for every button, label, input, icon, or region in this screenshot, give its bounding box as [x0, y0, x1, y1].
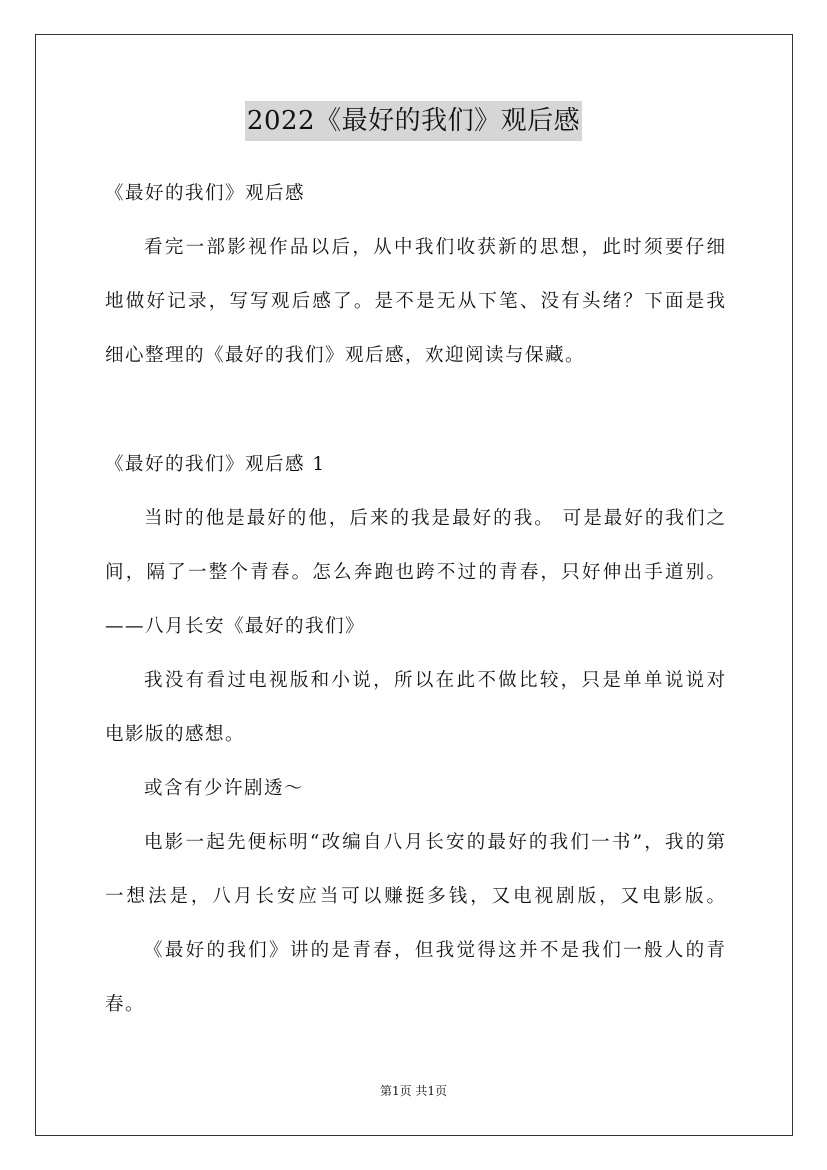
paragraph-line: 细心整理的《最好的我们》观后感，欢迎阅读与保藏。 [105, 345, 586, 366]
paragraph-line: 《最好的我们》讲的是青春，但我觉得这并不是我们一般人的青 [144, 940, 725, 961]
paragraph-line: 或含有少许剧透～ [144, 778, 305, 799]
paragraph-line: 我没有看过电视版和小说，所以在此不做比较，只是单单说说对 [144, 670, 725, 691]
section-heading: 《最好的我们》观后感 1 [105, 454, 326, 475]
paragraph-line: 间，隔了一整个青春。怎么奔跑也跨不过的青春，只好伸出手道别。 [105, 562, 725, 583]
paragraph-line: 看完一部影视作品以后，从中我们收获新的思想，此时须要仔细 [144, 237, 725, 258]
paragraph-line: 春。 [105, 994, 146, 1015]
paragraph-line: 当时的他是最好的他，后来的我是最好的我。 可是最好的我们之 [144, 508, 725, 529]
page-footer: 第1页 共1页 [379, 1084, 448, 1098]
paragraph-line: ——八月长安《最好的我们》 [105, 616, 366, 637]
document-title: 2022《最好的我们》观后感 [245, 101, 582, 141]
section-heading: 《最好的我们》观后感 [105, 183, 306, 204]
paragraph-line: 电影版的感想。 [105, 724, 246, 745]
paragraph-line: 地做好记录，写写观后感了。是不是无从下笔、没有头绪？下面是我 [105, 291, 725, 312]
paragraph-line: 电影一起先便标明“改编自八月长安的最好的我们一书”，我的第 [144, 832, 725, 853]
paragraph-line: 一想法是，八月长安应当可以赚挺多钱，又电视剧版，又电影版。 [105, 886, 725, 907]
title-container [0, 101, 827, 141]
